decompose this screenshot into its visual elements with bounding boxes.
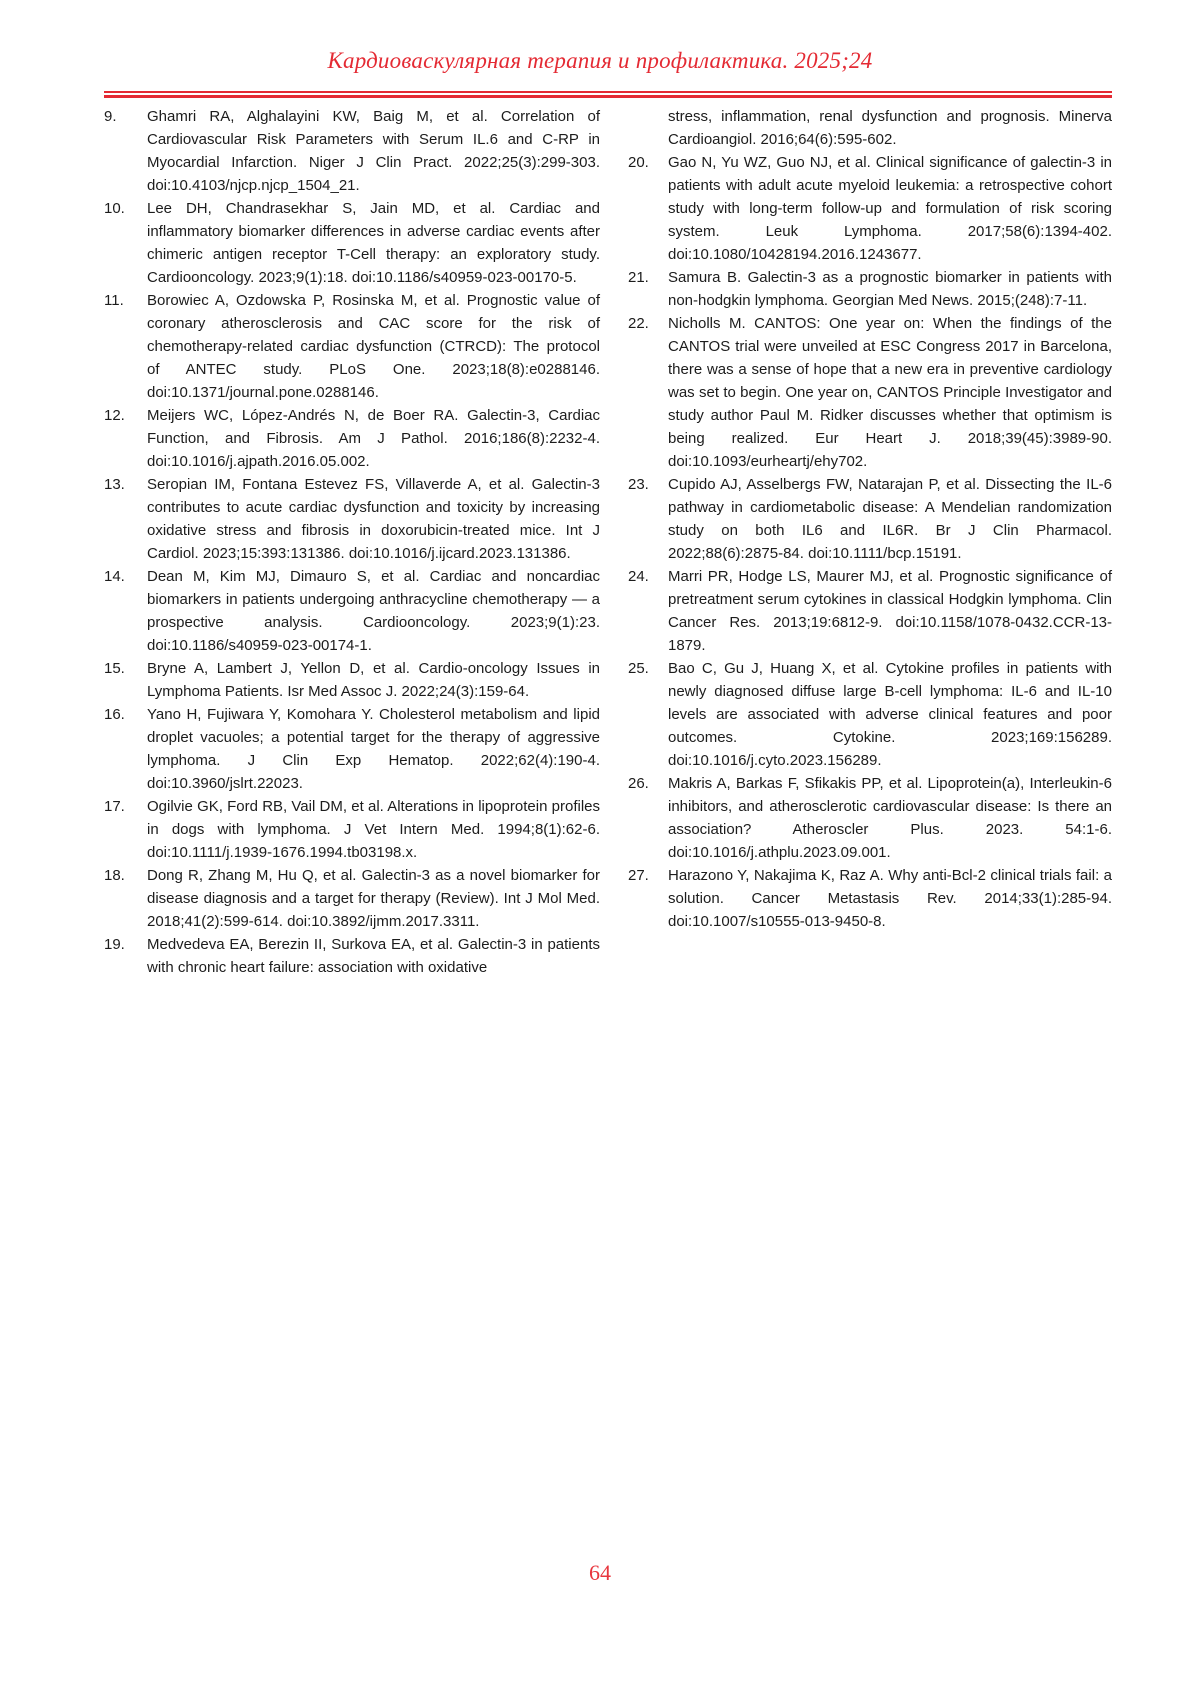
reference-number: 14. — [104, 568, 125, 585]
reference-text: Nicholls M. CANTOS: One year on: When the findings of the CANTOS trial were unveiled at ESC Congress 2017 in Barcelona, there was a sense of hope that a new era in preventive cardiology was set to begin. One year on, CANTOS Principle Investigator and study author Paul M. Ridker discusses whether that optimism is being realized. Eur Heart J. 2018;39(45):3989-90. doi:10.1093/eurheartj/ehy702. — [668, 315, 1112, 470]
reference-text: Meijers WC, López-Andrés N, de Boer RA. Galectin-3, Cardiac Function, and Fibrosis. Am J Pathol. 2016;186(8):2232-4. doi:10.1016/j.ajpath.2016.05.002. — [147, 407, 600, 470]
reference-item — [628, 565, 1112, 657]
reference-number: 11. — [104, 292, 124, 309]
reference-number: 26. — [628, 775, 649, 792]
page-number: 64 — [589, 1560, 611, 1585]
reference-text: Borowiec A, Ozdowska P, Rosinska M, et al. Prognostic value of coronary atherosclerosis and CAC score for the risk of chemotherapy-related cardiac dysfunction (CTRCD): The protocol of ANTEC study. PLoS One. 2023;18(8):e0288146. doi:10.1371/journal.pone.0288146. — [147, 292, 600, 401]
reference-number: 10. — [104, 200, 125, 217]
reference-item — [104, 933, 600, 979]
reference-text: stress, inflammation, renal dysfunction and prognosis. Minerva Cardioangiol. 2016;64(6):595-602. — [668, 108, 1112, 148]
reference-text: Dean M, Kim MJ, Dimauro S, et al. Cardiac and noncardiac biomarkers in patients undergoing anthracycline chemotherapy — a prospective analysis. Cardiooncology. 2023;9(1):23. doi:10.1186/s40959-023-00174-1. — [147, 568, 600, 654]
reference-number: 25. — [628, 660, 649, 677]
references-left-column — [104, 105, 600, 979]
reference-item — [628, 473, 1112, 565]
reference-text: Makris A, Barkas F, Sfikakis PP, et al. Lipoprotein(a), Interleukin-6 inhibitors, and atherosclerotic cardiovascular disease: Is there an association? Atheroscler Plus. 2023. 54:1-6. doi:10.1016/j.athplu.2023.09.001. — [668, 775, 1112, 861]
reference-item — [104, 703, 600, 795]
reference-text: Ghamri RA, Alghalayini KW, Baig M, et al. Correlation of Cardiovascular Risk Parameters with Serum IL.6 and C-RP in Myocardial Infarction. Niger J Clin Pract. 2022;25(3):299-303. doi:10.4103/njcp.njcp_1504_21. — [147, 108, 600, 194]
header-double-rule — [104, 91, 1112, 98]
reference-number: 16. — [104, 706, 125, 723]
references-section — [104, 105, 1112, 979]
reference-item — [628, 772, 1112, 864]
reference-text: Yano H, Fujiwara Y, Komohara Y. Cholesterol metabolism and lipid droplet vacuoles; a potential target for the therapy of aggressive lymphoma. J Clin Exp Hematop. 2022;62(4):190-4. doi:10.3960/jslrt.22023. — [147, 706, 600, 792]
reference-item — [104, 473, 600, 565]
reference-number: 21. — [628, 269, 649, 286]
reference-text: Bryne A, Lambert J, Yellon D, et al. Cardio-oncology Issues in Lymphoma Patients. Isr Med Assoc J. 2022;24(3):159-64. — [147, 660, 600, 700]
reference-text: Cupido AJ, Asselbergs FW, Natarajan P, et al. Dissecting the IL-6 pathway in cardiometabolic disease: A Mendelian randomization study on both IL6 and IL6R. Br J Clin Pharmacol. 2022;88(6):2875-84. doi:10.1111/bcp.15191. — [668, 476, 1112, 562]
reference-text: Samura B. Galectin-3 as a prognostic biomarker in patients with non-hodgkin lymphoma. Georgian Med News. 2015;(248):7-11. — [668, 269, 1112, 309]
reference-item — [104, 197, 600, 289]
reference-number: 9. — [104, 108, 117, 125]
reference-item — [628, 105, 1112, 151]
reference-item — [628, 864, 1112, 933]
reference-number: 23. — [628, 476, 649, 493]
reference-item — [628, 151, 1112, 266]
reference-number: 22. — [628, 315, 649, 332]
reference-item — [104, 864, 600, 933]
reference-text: Ogilvie GK, Ford RB, Vail DM, et al. Alterations in lipoprotein profiles in dogs with lymphoma. J Vet Intern Med. 1994;8(1):62-6. doi:10.1111/j.1939-1676.1994.tb03198.x. — [147, 798, 600, 861]
reference-item — [104, 795, 600, 864]
reference-text: Gao N, Yu WZ, Guo NJ, et al. Clinical significance of galectin-3 in patients with adult acute myeloid leukemia: a retrospective cohort study with long-term follow-up and formulation of risk scoring system. Leuk Lymphoma. 2017;58(6):1394-402. doi:10.1080/10428194.2016.1243677. — [668, 154, 1112, 263]
reference-number: 15. — [104, 660, 125, 677]
reference-item — [628, 266, 1112, 312]
reference-item — [104, 105, 600, 197]
reference-item — [628, 657, 1112, 772]
reference-item — [104, 289, 600, 404]
reference-item — [104, 404, 600, 473]
reference-item — [104, 657, 600, 703]
reference-text: Medvedeva EA, Berezin II, Surkova EA, et al. Galectin-3 in patients with chronic heart failure: association with oxidative — [147, 936, 600, 976]
reference-number: 13. — [104, 476, 125, 493]
reference-number: 18. — [104, 867, 125, 884]
journal-header-title: Кардиоваскулярная терапия и профилактика. 2025;24 — [327, 48, 873, 73]
reference-text: Seropian IM, Fontana Estevez FS, Villaverde A, et al. Galectin-3 contributes to acute cardiac dysfunction and toxicity by increasing oxidative stress and fibrosis in doxorubicin-treated mice. Int J Cardiol. 2023;15:393:131386. doi:10.1016/j.ijcard.2023.131386. — [147, 476, 600, 562]
reference-number: 17. — [104, 798, 125, 815]
reference-text: Harazono Y, Nakajima K, Raz A. Why anti-Bcl-2 clinical trials fail: a solution. Cancer Metastasis Rev. 2014;33(1):285-94. doi:10.1007/s10555-013-9450-8. — [668, 867, 1112, 930]
references-right-column — [628, 105, 1112, 979]
reference-item — [628, 312, 1112, 473]
reference-text: Marri PR, Hodge LS, Maurer MJ, et al. Prognostic significance of pretreatment serum cytokines in classical Hodgkin lymphoma. Clin Cancer Res. 2013;19:6812-9. doi:10.1158/1078-0432.CCR-13-1879. — [668, 568, 1112, 654]
reference-text: Bao C, Gu J, Huang X, et al. Cytokine profiles in patients with newly diagnosed diffuse large B-cell lymphoma: IL-6 and IL-10 levels are associated with adverse clinical features and poor outcomes. Cytokine. 2023;169:156289. doi:10.1016/j.cyto.2023.156289. — [668, 660, 1112, 769]
reference-number: 24. — [628, 568, 649, 585]
reference-number: 12. — [104, 407, 125, 424]
reference-number — [628, 105, 668, 151]
reference-item — [104, 565, 600, 657]
reference-number: 20. — [628, 154, 649, 171]
reference-number: 27. — [628, 867, 649, 884]
reference-text: Dong R, Zhang M, Hu Q, et al. Galectin-3 as a novel biomarker for disease diagnosis and a target for therapy (Review). Int J Mol Med. 2018;41(2):599-614. doi:10.3892/ijmm.2017.3311. — [147, 867, 600, 930]
reference-number: 19. — [104, 936, 125, 953]
reference-text: Lee DH, Chandrasekhar S, Jain MD, et al. Cardiac and inflammatory biomarker differences in adverse cardiac events after chimeric antigen receptor T-Cell therapy: an exploratory study. Cardiooncology. 2023;9(1):18. doi:10.1186/s40959-023-00170-5. — [147, 200, 600, 286]
